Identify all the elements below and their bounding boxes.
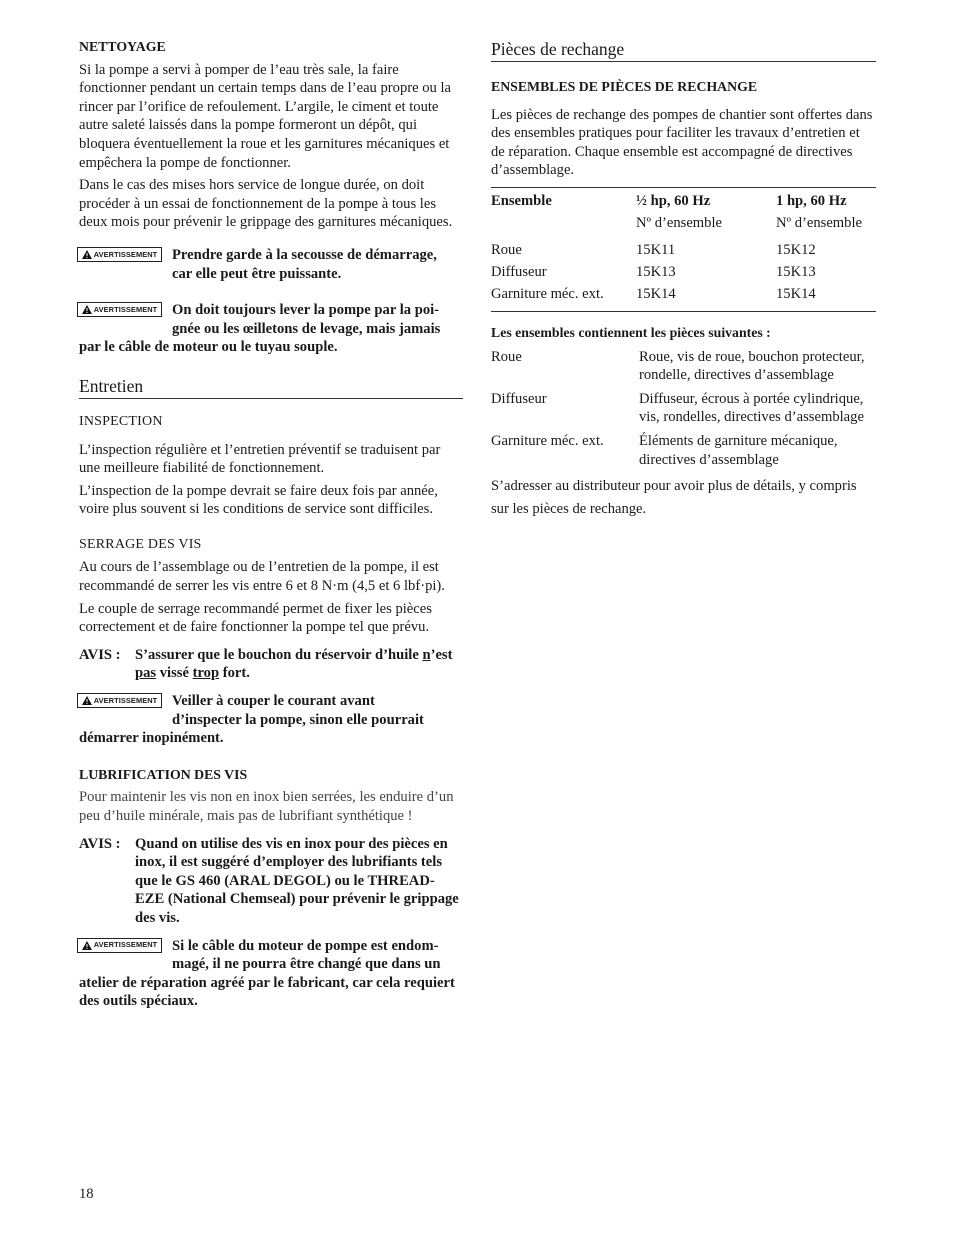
kit-content: Roue, vis de roue, bouchon protecteur, rondelle, directives d’assemblage — [639, 348, 865, 384]
pieces-heading: Pièces de rechange — [491, 38, 876, 62]
avis-oil-plug — [79, 646, 463, 683]
left-column — [79, 38, 463, 1011]
page-number: 18 — [79, 1186, 94, 1202]
nettoyage-heading: NETTOYAGE — [79, 39, 166, 54]
avis-text: Quand on utilise des vis en inox pour des pièces en inox, il est suggéré d’employer des lubrifiants tels que le GS 460 (ARAL DEGOL) ou le THREAD-EZE (National Chemseal) pour prévenir le grippage des vis. — [135, 835, 459, 926]
warning-power-off: AVERTISSEMENT Veiller à couper le courant avant d’inspecter la pompe, sinon elle pourrait démarrer inopinément. — [79, 693, 424, 747]
table-header-row — [491, 187, 876, 214]
nettoyage-paragraph-1: Si la pompe a servi à pomper de l’eau très sale, la faire fonctionner pendant un certain temps dans de l’eau propre ou la rincer par l’orifice de refoulement. L’argile, le ciment et toute autre saleté laissés dans la pompe formeront un dépôt, qui bloquera éventuellement la roue et les garnitures mécaniques et empêchera la pompe de fonctionner. — [79, 61, 452, 171]
kit-name: Diffuseur — [491, 390, 547, 407]
table-cell: 15K11 — [636, 241, 676, 258]
lubrification-paragraph: Pour maintenir les vis non en inox bien serrées, les enduire d’un peu d’huile minérale, mais pas de lubrifiant synthétique ! — [79, 789, 454, 824]
ensembles-intro: Les pièces de rechange des pompes de chantier sont offertes dans des ensembles pratiques pour faciliter les travaux d’entretien et de réparation. Chaque ensemble est accompagné de directives d’assemblage. — [491, 106, 873, 179]
warning-damaged-cable: AVERTISSEMENT Si le câble du moteur de pompe est endom- magé, il ne pourra être changé que dans un atelier de réparation agréé par le fabricant, car cela requiert des outils spéciaux. — [79, 937, 455, 1010]
table-cell: 15K14 — [776, 285, 816, 302]
table-subheader-row — [491, 214, 876, 241]
warning-triangle-icon — [82, 941, 92, 950]
table-cell: Roue — [491, 241, 522, 258]
entretien-heading: Entretien — [79, 375, 463, 399]
table-header-cell: 1 hp, 60 Hz — [776, 192, 847, 209]
table-cell: 15K14 — [636, 285, 676, 302]
table-row — [491, 241, 876, 263]
serrage-paragraph-1: Au cours de l’assemblage ou de l’entretien de la pompe, il est recommandé de serrer les vis entre 6 et 8 N·m (4,5 et 6 lbf·pi). — [79, 559, 445, 595]
kit-row — [491, 385, 876, 427]
warning-badge: AVERTISSEMENT — [77, 693, 162, 708]
inspection-heading: INSPECTION — [79, 413, 163, 429]
table-cell: 15K13 — [776, 263, 816, 280]
kit-name: Garniture méc. ext. — [491, 432, 604, 449]
kit-row — [491, 427, 876, 469]
warning-startup-kick: AVERTISSEMENT Prendre garde à la secousse de démarrage, car elle peut être puissante. — [79, 246, 463, 283]
serrage-heading: SERRAGE DES VIS — [79, 536, 202, 552]
kit-content: Éléments de garniture mécanique, directives d’assemblage — [639, 432, 838, 468]
serrage-paragraph-2: Le couple de serrage recommandé permet de fixer les pièces correctement et de faire fonctionner la pompe tel que prévu. — [79, 600, 432, 636]
table-header-cell: Ensemble — [491, 192, 552, 209]
kit-name: Roue — [491, 348, 522, 365]
warning-triangle-icon — [82, 696, 92, 705]
table-cell: 15K13 — [636, 263, 676, 280]
table-subheader-cell: Nº d’ensemble — [776, 214, 862, 231]
kit-content: Diffuseur, écrous à portée cylindrique, vis, rondelles, directives d’assemblage — [639, 390, 864, 426]
table-subheader-cell — [491, 214, 636, 241]
kit-contents-heading: Les ensembles contiennent les pièces suivantes : — [491, 324, 771, 340]
right-column — [491, 38, 876, 521]
warning-triangle-icon — [82, 250, 92, 259]
table-cell: 15K12 — [776, 241, 816, 258]
ensembles-heading: ENSEMBLES DE PIÈCES DE RECHANGE — [491, 79, 758, 94]
table-row — [491, 263, 876, 285]
warning-badge: AVERTISSEMENT — [77, 302, 162, 317]
nettoyage-paragraph-2: Dans le cas des mises hors service de longue durée, on doit procéder à un essai de fonctionnement de la pompe à tous les deux mois pour prévenir le grippage des garnitures mécaniques. — [79, 177, 453, 231]
lubrification-heading: LUBRIFICATION DES VIS — [79, 766, 248, 782]
kit-contents-table — [491, 348, 876, 470]
table-cell: Garniture méc. ext. — [491, 285, 604, 302]
warning-badge: AVERTISSEMENT — [77, 938, 162, 953]
table-cell: Diffuseur — [491, 263, 547, 280]
warning-lifting: AVERTISSEMENT On doit toujours lever la pompe par la poi- gnée ou les œilletons de levage, mais jamais par le câble de moteur ou le tuyau souple. — [79, 302, 441, 356]
closing-paragraph: S’adresser au distributeur pour avoir plus de détails, y compris sur les pièces de rechange. — [491, 478, 857, 518]
table-header-cell: ½ hp, 60 Hz — [636, 192, 711, 209]
warning-triangle-icon — [82, 305, 92, 314]
warning-badge: AVERTISSEMENT — [77, 247, 162, 262]
avis-label: AVIS : — [79, 835, 121, 852]
table-row — [491, 285, 876, 312]
avis-label: AVIS : — [79, 646, 121, 663]
inspection-paragraph-1: L’inspection régulière et l’entretien préventif se traduisent par une meilleure fiabilité de fonctionnement. — [79, 441, 441, 477]
avis-text: S’assurer que le bouchon du réservoir d’huile n’est pas vissé trop fort. — [135, 646, 453, 682]
inspection-paragraph-2: L’inspection de la pompe devrait se faire deux fois par année, voire plus souvent si les conditions de service sont difficiles. — [79, 482, 438, 518]
table-subheader-cell: Nº d’ensemble — [636, 214, 722, 231]
avis-stainless-screws — [79, 835, 463, 928]
kit-row — [491, 348, 876, 385]
parts-table — [491, 187, 876, 312]
